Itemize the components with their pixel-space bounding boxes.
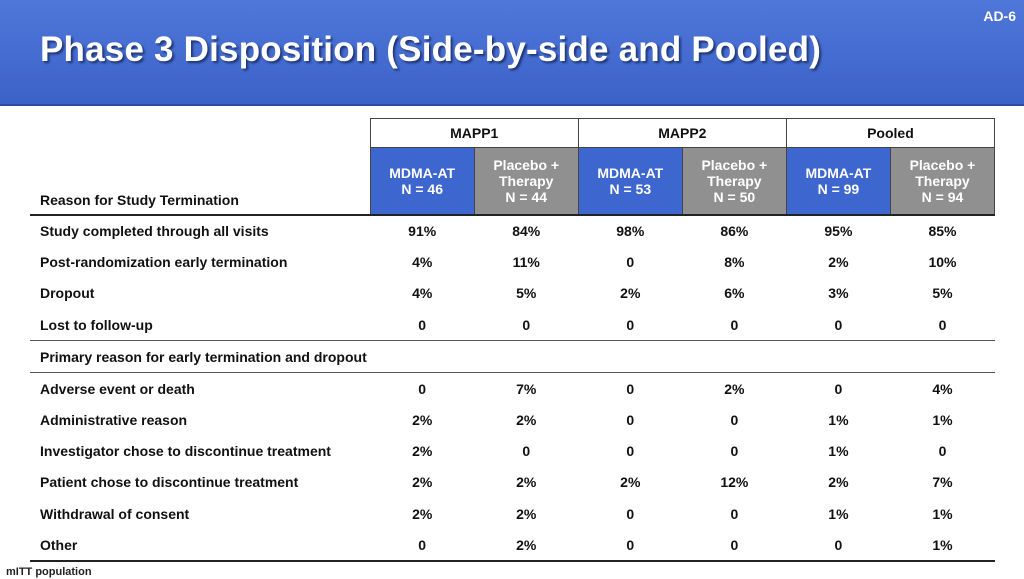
value-cell: 1%: [828, 505, 849, 522]
value-cell: 4%: [932, 380, 953, 397]
table-body: [30, 215, 995, 562]
row-label: Patient chose to discontinue treatment: [40, 474, 299, 491]
value-cell: 0: [522, 443, 531, 460]
arm-header-pooled-placebo: [890, 148, 994, 215]
title-banner: [0, 0, 1024, 106]
arm-name: MDMA-AT: [389, 164, 456, 181]
value-cell: 2%: [412, 505, 433, 522]
value-cell: 6%: [724, 285, 745, 302]
arm-n: N = 94: [921, 188, 964, 205]
table-row: [30, 309, 995, 341]
value-cell: 0: [626, 380, 635, 397]
group-header-mapp1: MAPP1: [370, 119, 578, 148]
value-cell: 2%: [828, 474, 849, 491]
section-row: [30, 341, 995, 373]
arm-name: MDMA-AT: [597, 164, 664, 181]
value-cell: 2%: [620, 285, 641, 302]
value-cell: 0: [626, 254, 635, 271]
arm-header-mapp1-mdma: [370, 148, 474, 215]
arm-name-2: Therapy: [499, 172, 554, 189]
row-label: Investigator chose to discontinue treatment: [40, 443, 331, 460]
arm-n: N = 50: [713, 188, 756, 205]
value-cell: 0: [890, 309, 994, 341]
value-cell: 0: [938, 443, 947, 460]
row-label: Withdrawal of consent: [40, 505, 190, 522]
arm-n: N = 53: [609, 180, 652, 197]
table-row: [30, 215, 995, 247]
table-row: [30, 247, 995, 278]
value-cell: 1%: [828, 443, 849, 460]
value-cell: 5%: [516, 285, 537, 302]
study-group-header-row: [30, 119, 995, 148]
value-cell: 84%: [512, 223, 541, 240]
row-label: Other: [30, 529, 370, 561]
table-row: [30, 373, 995, 405]
arm-name: Placebo +: [909, 156, 976, 173]
arm-name: Placebo +: [701, 156, 768, 173]
value-cell: 86%: [720, 223, 749, 240]
value-cell: 0: [730, 443, 739, 460]
value-cell: 7%: [932, 474, 953, 491]
arm-name: MDMA-AT: [805, 164, 872, 181]
arm-n: N = 44: [505, 188, 548, 205]
value-cell: 0: [786, 309, 890, 341]
value-cell: 85%: [928, 223, 957, 240]
arm-n: N = 99: [817, 180, 860, 197]
disposition-table: [30, 118, 995, 562]
value-cell: 1%: [828, 412, 849, 429]
value-cell: 2%: [474, 529, 578, 561]
value-cell: 10%: [928, 254, 957, 271]
value-cell: 2%: [724, 380, 745, 397]
value-cell: 2%: [516, 474, 537, 491]
value-cell: 4%: [412, 285, 433, 302]
value-cell: 8%: [724, 254, 745, 271]
value-cell: 0: [370, 309, 474, 341]
arm-header-pooled-mdma: [786, 148, 890, 215]
table-row: [30, 436, 995, 467]
row-label: Post-randomization early termination: [40, 254, 288, 271]
value-cell: 0: [578, 309, 682, 341]
value-cell: 0: [786, 529, 890, 561]
value-cell: 1%: [890, 529, 994, 561]
value-cell: 0: [370, 529, 474, 561]
section-label: Primary reason for early termination and dropout: [30, 341, 995, 373]
arm-n: N = 46: [401, 180, 443, 197]
value-cell: 2%: [412, 443, 433, 460]
blank-header-cell: [30, 119, 370, 148]
arm-name-2: Therapy: [707, 172, 762, 189]
value-cell: 2%: [412, 412, 433, 429]
row-label: Lost to follow-up: [30, 309, 370, 341]
table-row: [30, 467, 995, 498]
value-cell: 2%: [516, 505, 537, 522]
arm-name: Placebo +: [493, 156, 560, 173]
value-cell: 98%: [616, 223, 645, 240]
arm-header-mapp2-mdma: [578, 148, 682, 215]
reason-column-header: Reason for Study Termination: [30, 148, 370, 215]
table-row: [30, 278, 995, 309]
row-label: Dropout: [40, 285, 95, 302]
value-cell: 7%: [516, 380, 537, 397]
value-cell: 0: [834, 380, 843, 397]
value-cell: 0: [626, 412, 635, 429]
arm-header-mapp1-placebo: [474, 148, 578, 215]
slide-id: AD-6: [983, 8, 1016, 24]
value-cell: 0: [730, 505, 739, 522]
value-cell: 5%: [932, 285, 953, 302]
row-label: Adverse event or death: [40, 380, 195, 397]
arm-header-mapp2-placebo: [682, 148, 786, 215]
value-cell: 2%: [516, 412, 537, 429]
table-row: [30, 529, 995, 561]
value-cell: 0: [626, 443, 635, 460]
value-cell: 2%: [828, 254, 849, 271]
value-cell: 0: [578, 529, 682, 561]
page-title: Phase 3 Disposition (Side-by-side and Pooled): [40, 30, 822, 69]
value-cell: 1%: [932, 505, 953, 522]
value-cell: 12%: [720, 474, 749, 491]
value-cell: 0: [474, 309, 578, 341]
value-cell: 11%: [512, 254, 540, 271]
value-cell: 0: [730, 412, 739, 429]
footnote: mITT population: [6, 566, 92, 578]
value-cell: 0: [682, 529, 786, 561]
value-cell: 0: [626, 505, 635, 522]
value-cell: 2%: [620, 474, 641, 491]
value-cell: 0: [682, 309, 786, 341]
value-cell: 1%: [932, 412, 953, 429]
arm-header-row: [30, 148, 995, 215]
value-cell: 4%: [412, 254, 433, 271]
arm-name-2: Therapy: [915, 172, 970, 189]
row-label: Study completed through all visits: [40, 223, 269, 240]
value-cell: 91%: [408, 223, 437, 240]
group-header-mapp2: MAPP2: [578, 119, 786, 148]
value-cell: 95%: [824, 223, 853, 240]
table-row: [30, 498, 995, 529]
group-header-pooled: Pooled: [786, 119, 994, 148]
row-label: Administrative reason: [40, 412, 188, 429]
value-cell: 3%: [828, 285, 849, 302]
value-cell: 2%: [412, 474, 433, 491]
value-cell: 0: [418, 380, 427, 397]
table-row: [30, 404, 995, 435]
